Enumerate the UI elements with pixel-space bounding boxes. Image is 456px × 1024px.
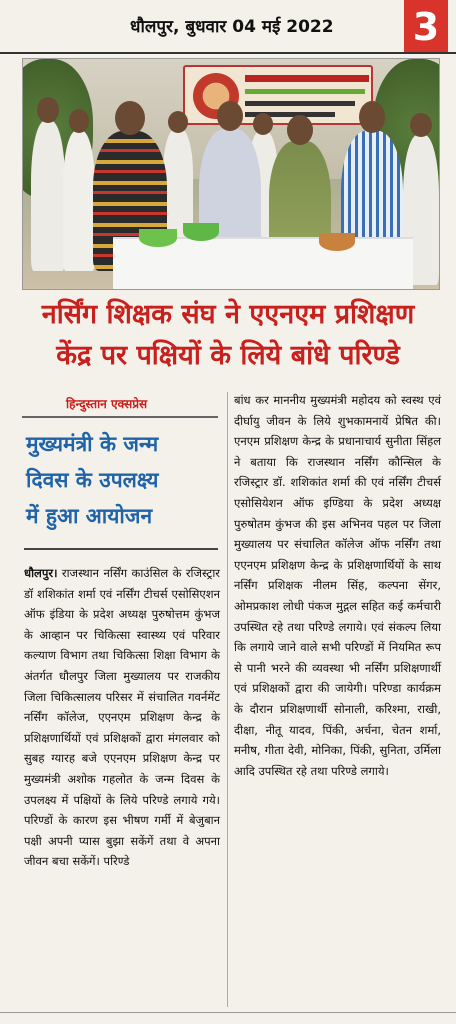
kicker-line-3: में हुआ आयोजन (26, 504, 153, 528)
article-body-right (234, 390, 441, 781)
headline-line-1: नर्सिंग शिक्षक संघ ने एएनएम प्रशिक्षण (41, 299, 415, 330)
lead-dateline: धौलपुर। (24, 566, 58, 580)
photo-person (63, 131, 95, 271)
banner-text-bar (245, 89, 365, 94)
byline-rule (22, 416, 218, 418)
header-rule (0, 52, 456, 54)
photo-person-head (287, 115, 313, 145)
photo-person-head (410, 113, 432, 137)
photo-person-head (253, 113, 273, 135)
banner-text-bar (245, 101, 355, 106)
article-byline: हिन्दुस्तान एक्सप्रेस (66, 397, 148, 411)
footer-rule (0, 1012, 456, 1013)
photo-bowl (319, 233, 355, 251)
kicker-line-1: मुख्यमंत्री के जन्म (26, 432, 159, 456)
column-divider (227, 392, 228, 1007)
photo-person-head (359, 101, 385, 133)
photo-bowl (183, 223, 219, 241)
article-headline (14, 294, 442, 376)
left-body-text: राजस्थान नर्सिंग काउंसिल के रजिस्ट्रार डॉ शशिकांत शर्मा एवं नर्सिंग टीचर्स एसोसिएशन ऑफ इंडिया के प्रदेश अध्यक्ष पुरुषोत्तम कुंभज के आव्हान पर चिकित्सा स्वास्थ्य एवं परिवार कल्याण विभाग तथा चिकित्सा शिक्षा विभाग के अंतर्गत धौलपुर जिला मुख्यालय पर राजकीय जिला चिकित्सालय परिसर में संचालित गवर्नमेंट नर्सिंग कॉलेज, एएनएम प्रशिक्षण केन्द्र के प्रशिक्षणार्थियों एवं प्रशिक्षकों द्वारा मंगलवार को सुबह ग्यारह बजे एएनएम प्रशिक्षण केन्द्र पर मुख्यमंत्री अशोक गहलोत के जन्म दिवस के उपलक्ष्य में पक्षियों के लिये परिण्डे लगाये गये। परिण्डों के कारण इस भीषण गर्मी में बेजुबान पक्षी अपनी प्यास बुझा सकेंगें तथा वे अपना जीवन बचा सकेंगें। परिण्डे (24, 566, 220, 869)
headline-line-2: केंद्र पर पक्षियों के लिये बांधे परिण्डे (56, 340, 400, 371)
photo-banner (183, 65, 373, 125)
photo-person-head (115, 101, 145, 135)
photo-person (31, 121, 65, 271)
news-photo (22, 58, 440, 290)
issue-dateline: धौलपुर, बुधवार 04 मई 2022 (130, 17, 334, 37)
kicker-line-2: दिवस के उपलक्ष्य (26, 468, 159, 492)
photo-person-head (37, 97, 59, 123)
page-header (0, 0, 456, 54)
article-body-left (24, 563, 220, 872)
kicker-box (24, 426, 218, 550)
banner-text-bar (245, 75, 369, 82)
photo-bowl (139, 229, 177, 247)
page-number-badge: 3 (404, 0, 448, 54)
right-body-text: बांध कर माननीय मुख्यमंत्री महोदय को स्वस्थ एवं दीर्घायु जीवन के लिये शुभकामनायें प्रेषित की। एनएम प्रशिक्षण केन्द्र के प्रधानाचार्य सुनीता सिंहल ने बताया कि राजस्थान नर्सिंग कौन्सिल के रजिस्ट्रार डॉ. शशिकांत शर्मा की एवं नर्सिंग टीचर्स एसोसियेशन ऑफ इण्डिया के प्रदेश अध्यक्ष पुरुषोतम कुंभज की इस अभिनव पहल पर जिला मुख्यालय पर संचालित कॉलेज ऑफ नर्सिंग तथा एएनएम प्रशिक्षण केन्द्र के प्रशिक्षणार्थियों के साथ नर्सिंग प्रशिक्षक नीलम सिंह, कल्पना सेंगर, ओमप्रकाश लोधी पंकज मुद्गल सहित कई कर्मचारी उपस्थित रहे तथा परिण्डे लगाये। एवं संकल्प लिया कि लगाये जाने वाले सभी परिण्डों में नियमित रूप से पानी भरने की व्यवस्था भी नर्सिंग प्रशिक्षणार्थी एवं प्रशिक्षकों द्वारा की जायेगी। परिण्डा कार्यक्रम के दौरान प्रशिक्षणार्थी सोनाली, करिश्मा, राखी, दीक्षा, नीतू यादव, पिंकी, अर्चना, चेतन शर्मा, मनीष, गीता देवी, मोनिका, पिंकी, सुनिता, उर्मिला आदि उपस्थित रहे तथा परिण्डे लगाये। (234, 393, 441, 778)
photo-person-head (168, 111, 188, 133)
photo-person-head (217, 101, 243, 131)
photo-person-head (69, 109, 89, 133)
